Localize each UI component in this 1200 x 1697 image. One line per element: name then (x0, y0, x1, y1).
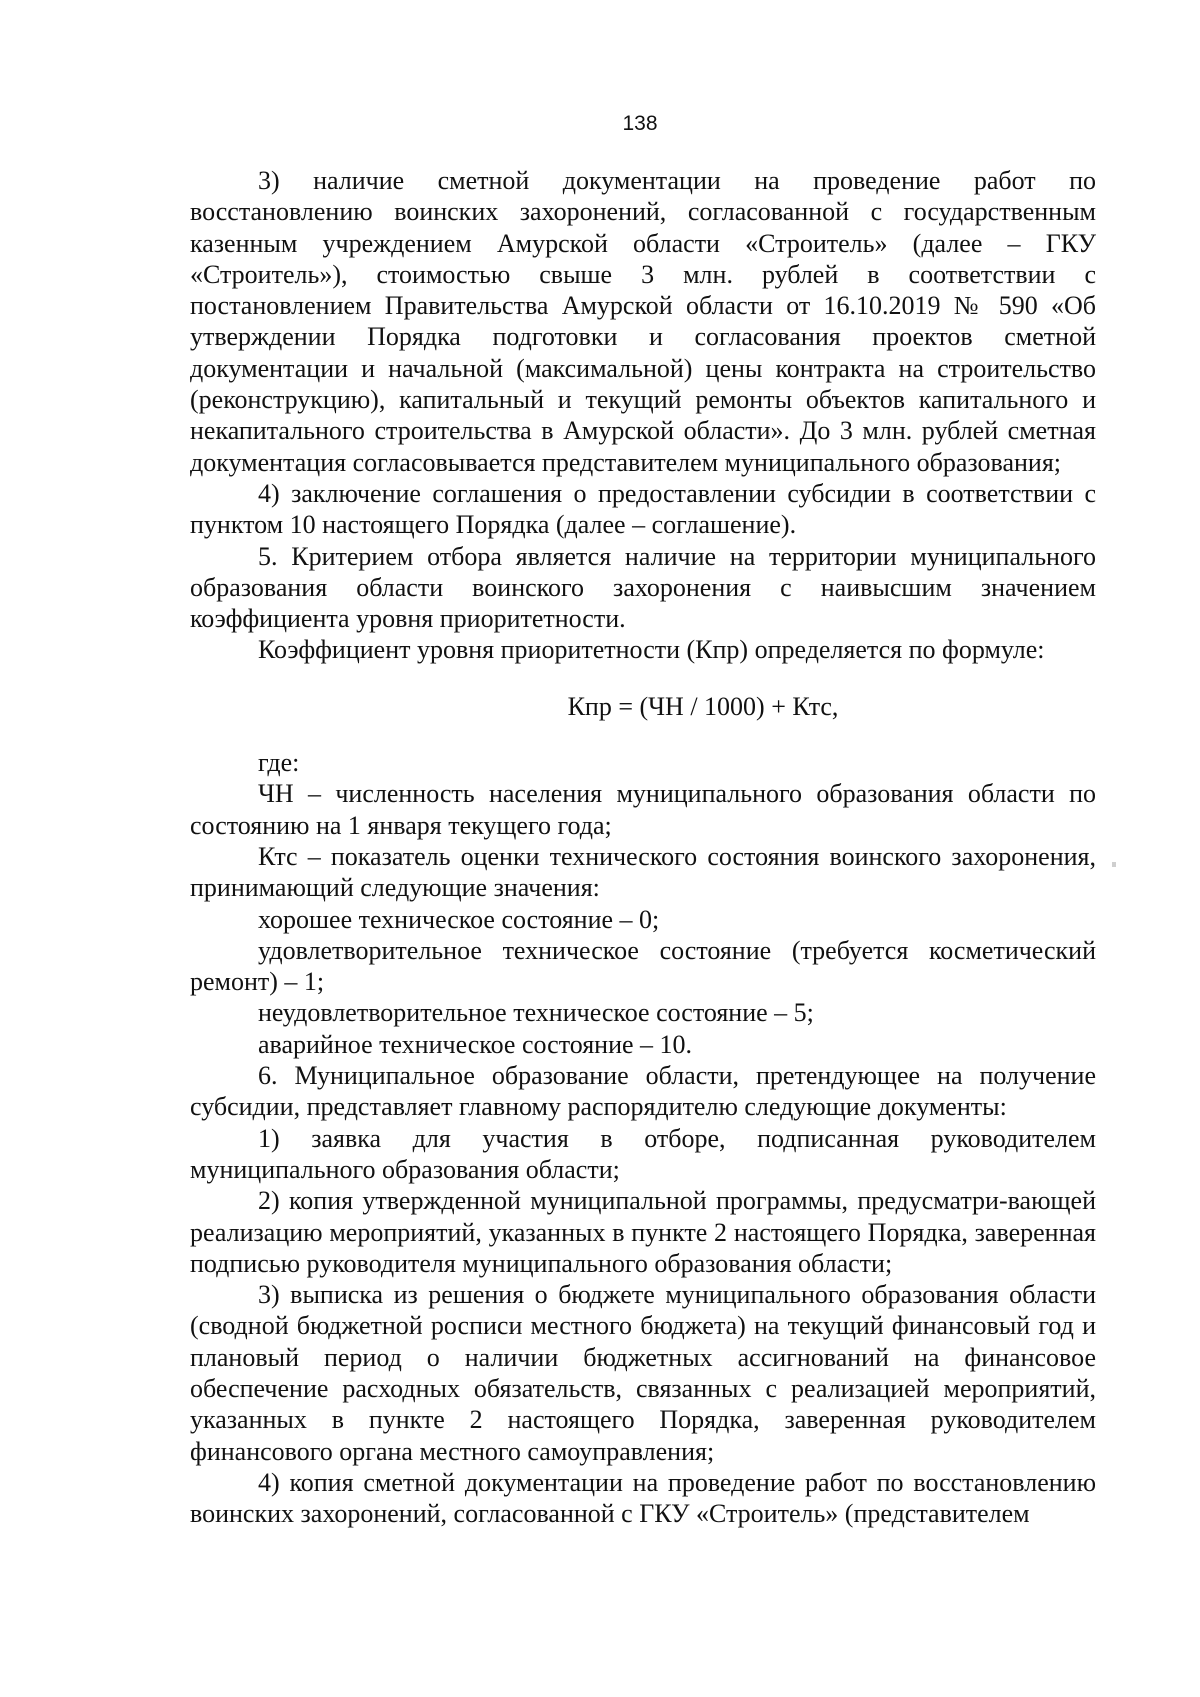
paragraph-selection-criterion: 5. Критерием отбора является наличие на территории муниципального образования области воинского захоронения с наивысшим значением коэффициента уровня приоритетности. (190, 541, 1096, 634)
paragraph-where: где: (258, 748, 300, 778)
paragraph-item-4-subsidy-agreement: 4) заключение соглашения о предоставлении субсидии в соответствии с пунктом 10 настоящего Порядка (далее – соглашение). (190, 478, 1096, 540)
condition-value-satisfactory: удовлетворительное техническое состояние (требуется косметический ремонт) – 1; (190, 935, 1096, 997)
paragraph-item-3-estimate-documentation: 3) наличие сметной документации на проведение работ по восстановлению воинских захоронений, согласованной с государственным казенным учреждением Амурской области «Строитель» (далее – ГКУ «Строитель»), стоимостью свыше 3 млн. рублей в соответствии с постановлением Правительства Амурской области от 16.10.2019 № 590 «Об утверждении Порядка подготовки и согласования проектов сметной документации и начальной (максимальной) цены контракта на строительство (реконструкцию), капитальный и текущий ремонты объектов капитального и некапитального строительства в Амурской области». До 3 млн. рублей сметная документация согласовывается представителем муниципального образования; (190, 166, 1096, 477)
scan-artifact (1112, 862, 1116, 867)
paragraph-formula-intro: Коэффициент уровня приоритетности (Кпр) определяется по формуле: (258, 635, 1045, 665)
condition-value-good: хорошее техническое состояние – 0; (258, 904, 660, 934)
document-item-3-budget-extract: 3) выписка из решения о бюджете муниципального образования области (сводной бюджетной росписи местного бюджета) на текущий финансовый год и плановый период о наличии бюджетных ассигнований на финансовое обеспечение расходных обязательств, связанных с реализацией мероприятий, указанных в пункте 2 настоящего Порядка, заверенная руководителем финансового органа местного самоуправления; (190, 1280, 1096, 1466)
page-number: 138 (622, 112, 658, 135)
paragraph-condition-definition: Ктс – показатель оценки технического состояния воинского захоронения, принимающий следующие значения: (190, 841, 1096, 903)
document-item-4-estimate-copy: 4) копия сметной документации на проведение работ по восстановлению воинских захоронений, согласованной с ГКУ «Строитель» (представителем (190, 1467, 1096, 1529)
paragraph-population-definition: ЧН – численность населения муниципального образования области по состоянию на 1 января текущего года; (190, 779, 1096, 840)
document-item-2-program-copy: 2) копия утвержденной муниципальной программы, предусматри-вающей реализацию мероприятий, указанных в пункте 2 настоящего Порядка, заверенная подписью руководителя муниципального образования области; (190, 1186, 1096, 1278)
paragraph-required-documents: 6. Муниципальное образование области, претендующее на получение субсидии, представляет главному распорядителю следующие документы: (190, 1061, 1096, 1122)
priority-formula: Кпр = (ЧН / 1000) + Ктс, (567, 691, 839, 721)
condition-value-emergency: аварийное техническое состояние – 10. (258, 1029, 693, 1059)
document-body (190, 165, 1096, 1529)
document-item-1-application: 1) заявка для участия в отборе, подписанная руководителем муниципального образования области; (190, 1123, 1096, 1184)
condition-value-unsatisfactory: неудовлетворительное техническое состояние – 5; (258, 998, 814, 1028)
